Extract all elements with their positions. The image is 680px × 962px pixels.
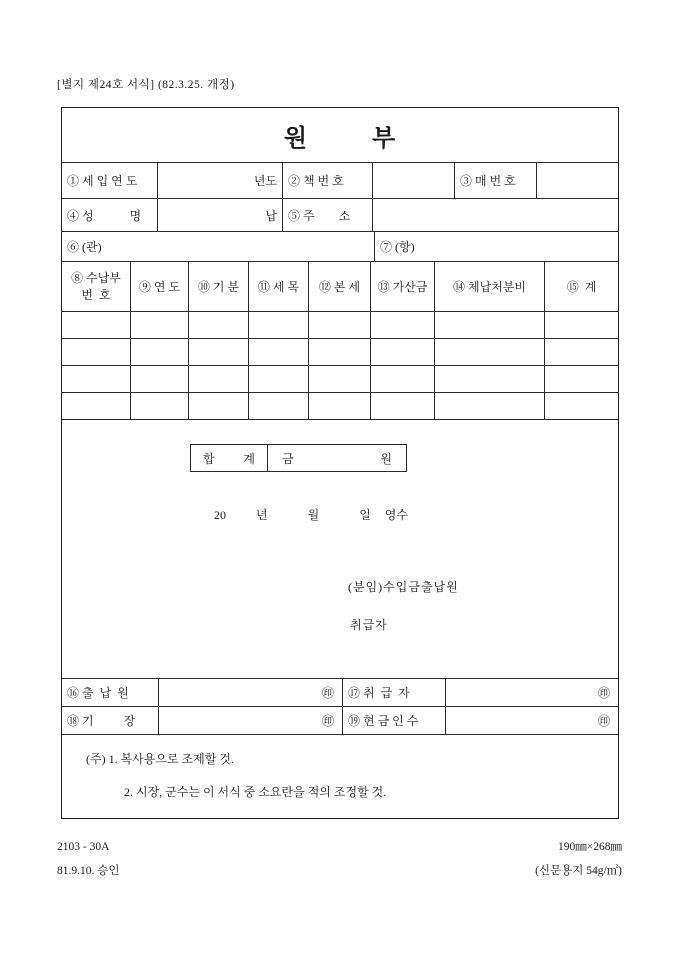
year-label: 년	[256, 508, 268, 522]
col-period: ⑩ 기 분	[189, 262, 249, 311]
paper-spec: (신문용지 54g/㎡)	[535, 865, 622, 877]
sheet-no-field	[537, 163, 618, 198]
ledger-cell	[249, 312, 309, 338]
seal-icon: ㊞	[321, 686, 334, 700]
section-label: ⑥ (관)	[62, 232, 375, 261]
name-label: ④ 성 명	[62, 199, 158, 231]
name-field	[158, 199, 283, 231]
receipt-label: 영수	[384, 508, 408, 522]
approval-date: 81.9.10. 승인	[57, 865, 120, 877]
ledger-header-row	[62, 261, 618, 311]
subsection-label: ⑦ (항)	[380, 240, 415, 254]
footer-left	[57, 835, 119, 883]
receipt-section	[62, 419, 618, 678]
ledger-cell	[309, 312, 371, 338]
day-label: 일	[359, 508, 371, 522]
ledger-cell	[189, 393, 249, 419]
ledger-empty-row	[62, 311, 618, 338]
note-line-1: (주) 1. 복사용으로 조제할 것.	[86, 752, 234, 766]
col-surcharge: ⑬ 가산금	[371, 262, 435, 311]
col-delinquency-cost: ⑭ 체납처분비	[435, 262, 545, 311]
ledger-cell	[545, 393, 618, 419]
ledger-cell	[131, 366, 189, 392]
book-no-label: ② 책 번 호	[283, 163, 373, 198]
ledger-cell	[545, 339, 618, 365]
revenue-year-field	[158, 163, 283, 198]
ledger-cell	[62, 339, 131, 365]
info-row-2	[62, 198, 618, 231]
form-title-row	[62, 108, 618, 162]
form-designation: [별지 제24호 서식] (82.3.25. 개정)	[57, 79, 235, 91]
ledger-cell	[435, 339, 545, 365]
cashier-title: (분임)수입금출납원	[348, 580, 459, 594]
ledger-cell	[189, 366, 249, 392]
seal-icon: ㊞	[597, 686, 610, 700]
month-label: 월	[307, 508, 320, 522]
bookkeeping-seal-cell	[159, 707, 343, 734]
address-field	[373, 199, 618, 231]
col-principal-tax: ⑫ 본 세	[309, 262, 371, 311]
amount-cell: 금 원	[282, 451, 392, 466]
ledger-empty-row	[62, 365, 618, 392]
col-total: ⑮ 계	[566, 280, 597, 294]
col-receipt-book-no: ⑧ 수납부 번 호	[62, 262, 131, 311]
ledger-cell	[309, 393, 371, 419]
handler-seal-cell	[446, 679, 618, 706]
ledger-cell	[62, 366, 131, 392]
ledger-cell	[371, 366, 435, 392]
ledger-cell	[249, 339, 309, 365]
ledger-cell	[131, 339, 189, 365]
ledger-cell	[371, 393, 435, 419]
form-code: 2103 - 30A	[57, 841, 110, 853]
section-row	[62, 231, 618, 261]
book-no-field	[373, 163, 455, 198]
ledger-cell	[371, 312, 435, 338]
note-line-2: 2. 시장, 군수는 이 서식 중 소요란을 적의 조정할 것.	[124, 785, 387, 799]
cash-receipt-seal-cell	[446, 707, 618, 734]
signature-row-2	[62, 706, 618, 734]
col-year: ⑨ 연 도	[131, 262, 189, 311]
notes-section	[62, 734, 618, 818]
total-amount-box	[190, 444, 407, 472]
teller-seal-cell	[159, 679, 343, 706]
seal-icon: ㊞	[321, 714, 334, 728]
handler-title: 취급자	[350, 618, 388, 632]
signature-row-1	[62, 678, 618, 706]
year-prefix: 20	[214, 508, 226, 522]
name-suffix: 납	[265, 208, 277, 223]
register-form	[61, 107, 619, 819]
ledger-cell	[189, 312, 249, 338]
receipt-date-line	[214, 506, 408, 523]
ledger-cell	[131, 393, 189, 419]
sheet-no-label: ③ 매 번 호	[455, 163, 537, 198]
ledger-cell	[249, 366, 309, 392]
footer-right	[535, 835, 622, 883]
form-title-char-right: 부	[372, 125, 397, 152]
bookkeeping-label: ⑱ 기 장	[62, 707, 159, 734]
ledger-cell	[131, 312, 189, 338]
ledger-cell	[545, 312, 618, 338]
paper-size: 190㎜×268㎜	[558, 841, 622, 853]
total-label-cell: 합 계	[191, 445, 268, 471]
ledger-cell	[545, 366, 618, 392]
ledger-empty-row	[62, 392, 618, 419]
ledger-cell	[435, 312, 545, 338]
revenue-year-suffix: 년도	[253, 174, 277, 188]
ledger-cell	[309, 339, 371, 365]
teller-label: ⑯ 출 납 원	[62, 679, 159, 706]
form-title-char-left: 원	[283, 125, 308, 152]
ledger-cell	[62, 393, 131, 419]
ledger-cell	[309, 366, 371, 392]
col-tax-item: ⑪ 세 목	[249, 262, 309, 311]
handler-label: ⑰ 취 급 자	[343, 679, 446, 706]
cash-receipt-label: ⑲ 현 금 인 수	[343, 707, 446, 734]
info-row-1	[62, 162, 618, 198]
address-label: ⑤ 주 소	[283, 199, 373, 231]
seal-icon: ㊞	[597, 714, 610, 728]
ledger-cell	[62, 312, 131, 338]
revenue-year-label: ① 세 입 연 도	[62, 163, 158, 198]
ledger-cell	[249, 393, 309, 419]
ledger-cell	[371, 339, 435, 365]
ledger-cell	[435, 366, 545, 392]
ledger-empty-row	[62, 338, 618, 365]
ledger-cell	[189, 339, 249, 365]
ledger-cell	[435, 393, 545, 419]
